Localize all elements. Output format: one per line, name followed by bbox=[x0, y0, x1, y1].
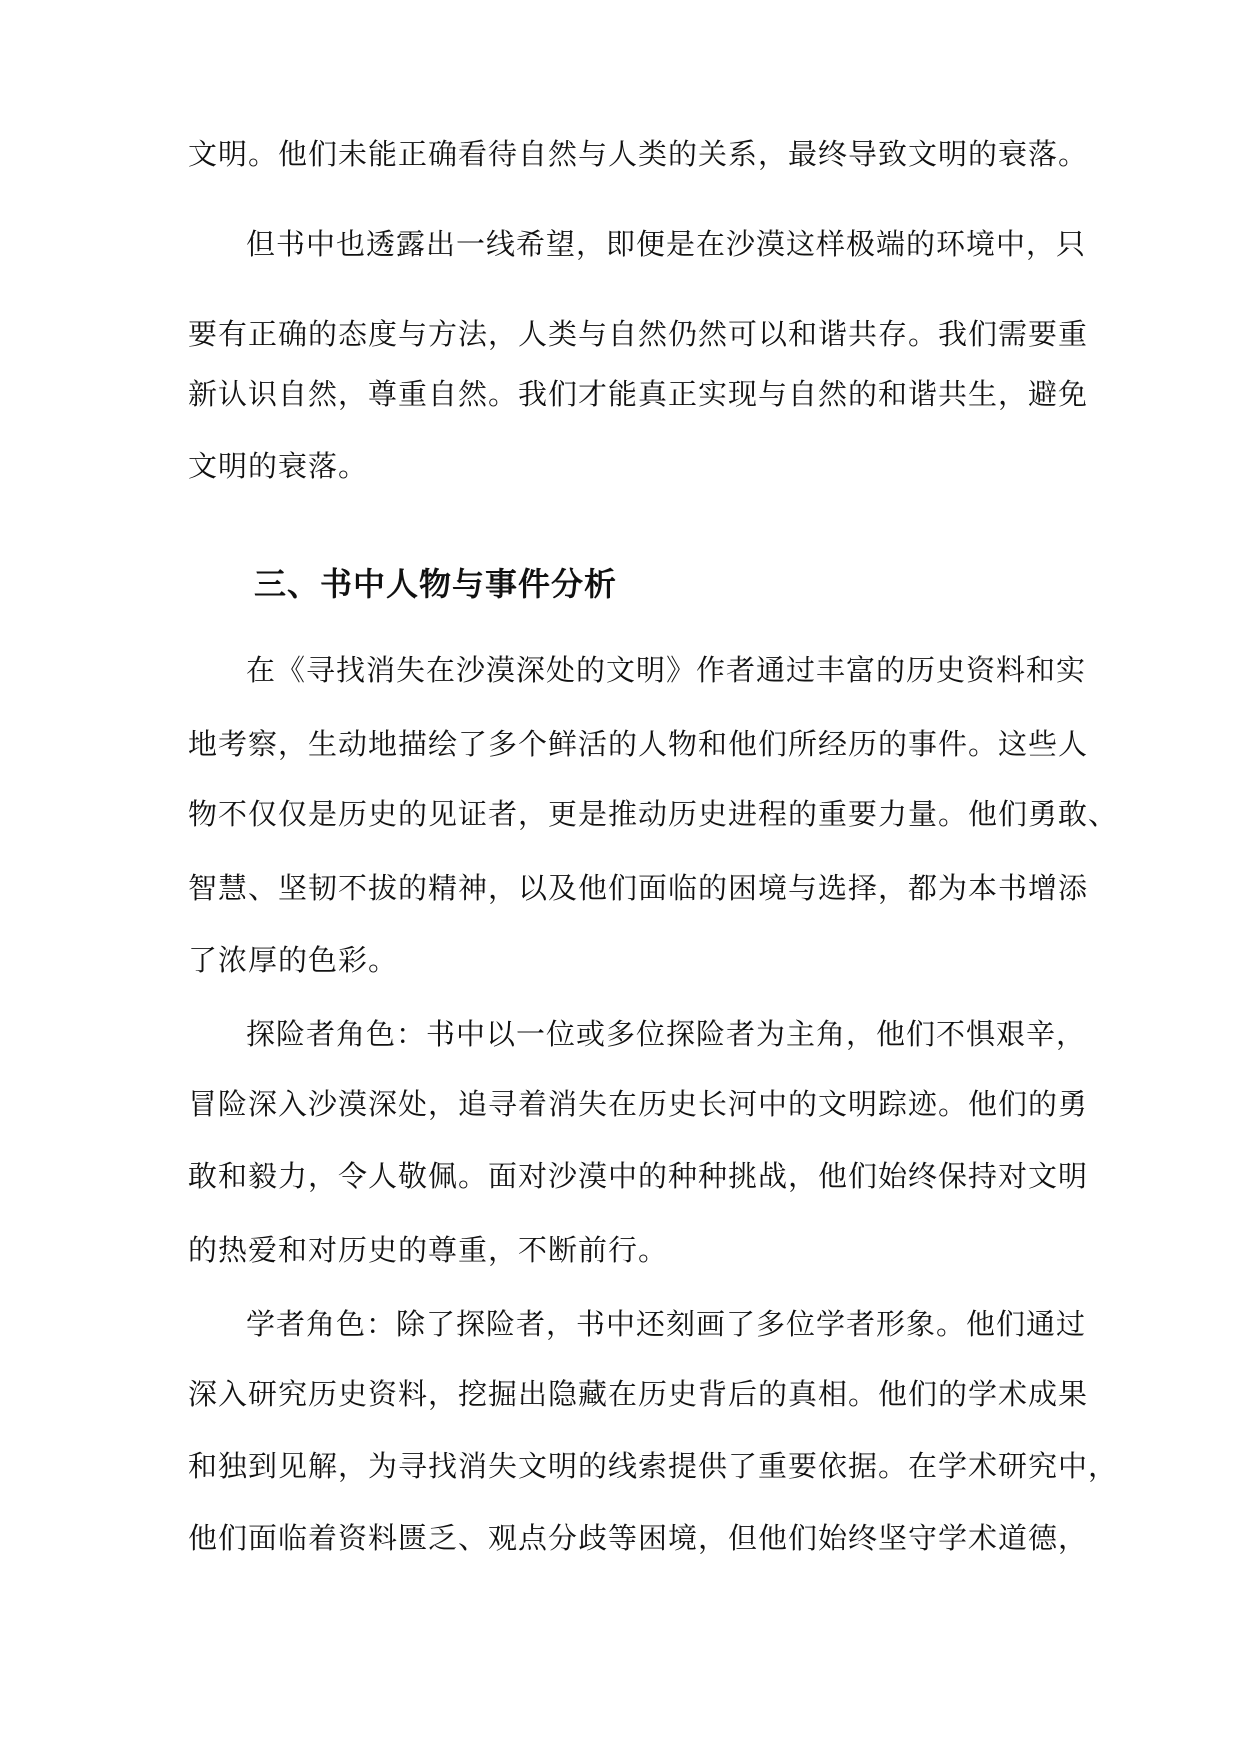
paragraph-line: 他们面临着资料匮乏、观点分歧等困境，但他们始终坚守学术道德， bbox=[188, 1521, 1089, 1555]
paragraph-line: 文明。他们未能正确看待自然与人类的关系，最终导致文明的衰落。 bbox=[188, 137, 1089, 171]
paragraph-line: 敢和毅力，令人敬佩。面对沙漠中的种种挑战，他们始终保持对文明 bbox=[188, 1159, 1089, 1193]
section-heading: 三、书中人物与事件分析 bbox=[254, 565, 618, 603]
paragraph-line: 冒险深入沙漠深处，追寻着消失在历史长河中的文明踪迹。他们的勇 bbox=[188, 1087, 1089, 1121]
paragraph-line: 智慧、坚韧不拔的精神，以及他们面临的困境与选择，都为本书增添 bbox=[188, 871, 1089, 905]
paragraph-line: 文明的衰落。 bbox=[188, 449, 369, 483]
paragraph-line: 探险者角色：书中以一位或多位探险者为主角，他们不惧艰辛， bbox=[246, 1017, 1087, 1051]
paragraph-line: 地考察，生动地描绘了多个鲜活的人物和他们所经历的事件。这些人 bbox=[188, 727, 1089, 761]
paragraph-line: 和独到见解，为寻找消失文明的线索提供了重要依据。在学术研究中， bbox=[188, 1449, 1119, 1483]
paragraph-line: 学者角色：除了探险者，书中还刻画了多位学者形象。他们通过 bbox=[246, 1307, 1087, 1341]
paragraph-line: 在《寻找消失在沙漠深处的文明》作者通过丰富的历史资料和实 bbox=[246, 653, 1087, 687]
paragraph-line: 但书中也透露出一线希望，即便是在沙漠这样极端的环境中，只 bbox=[246, 227, 1087, 261]
paragraph-line: 了浓厚的色彩。 bbox=[188, 943, 399, 977]
paragraph-line: 深入研究历史资料，挖掘出隐藏在历史背后的真相。他们的学术成果 bbox=[188, 1377, 1089, 1411]
paragraph-line: 物不仅仅是历史的见证者，更是推动历史进程的重要力量。他们勇敢、 bbox=[188, 797, 1119, 831]
paragraph-line: 要有正确的态度与方法，人类与自然仍然可以和谐共存。我们需要重 bbox=[188, 317, 1089, 351]
paragraph-line: 新认识自然，尊重自然。我们才能真正实现与自然的和谐共生，避免 bbox=[188, 377, 1089, 411]
paragraph-line: 的热爱和对历史的尊重，不断前行。 bbox=[188, 1233, 669, 1267]
